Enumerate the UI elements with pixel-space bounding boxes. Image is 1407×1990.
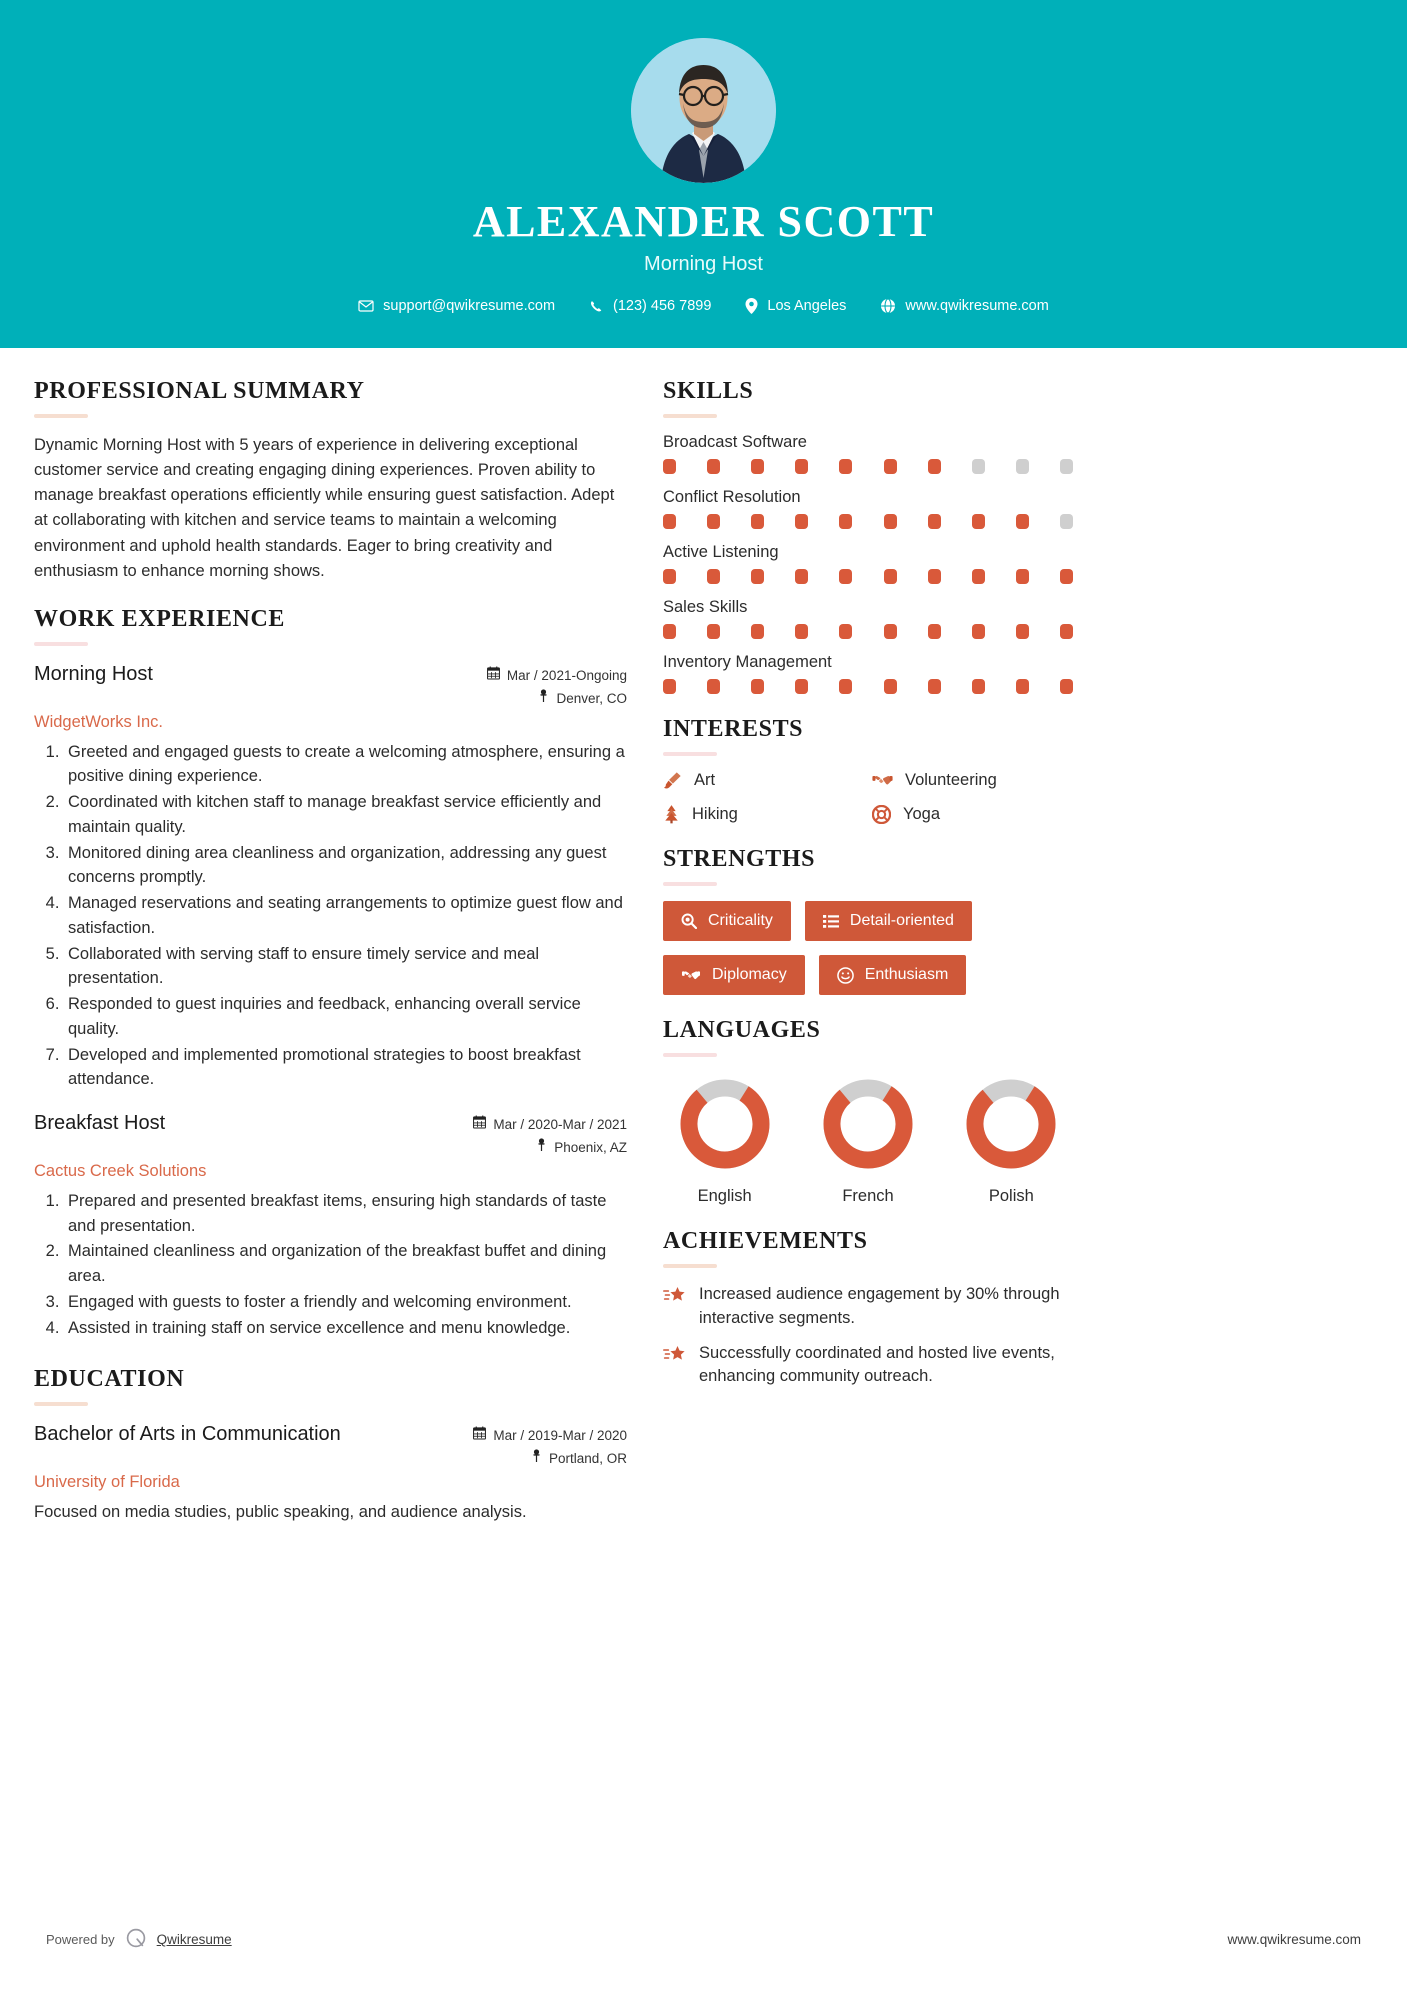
skill-rating xyxy=(663,514,1073,529)
skill-rating xyxy=(663,569,1073,584)
contact-email[interactable] xyxy=(341,298,572,314)
skill-dot xyxy=(972,459,985,474)
avatar xyxy=(631,38,776,183)
skill-dot xyxy=(795,514,808,529)
list-icon xyxy=(823,914,839,929)
language-donut-chart xyxy=(673,1163,777,1180)
skill-row xyxy=(663,488,1073,529)
language-item xyxy=(950,1072,1073,1206)
experience-dates: Mar / 2021-Ongoing xyxy=(506,667,627,683)
achievement-text: Increased audience engagement by 30% through interactive segments. xyxy=(699,1285,1060,1327)
powered-by-block xyxy=(46,1927,232,1952)
experience-dates-line xyxy=(473,1114,627,1137)
bullet-item: 4. Managed reservations and seating arrangements to optimize guest flow and satisfaction. xyxy=(64,891,627,941)
section-languages xyxy=(663,1017,1073,1206)
summary-heading: PROFESSIONAL SUMMARY xyxy=(34,378,365,405)
calendar-icon xyxy=(473,1114,486,1137)
resume-header xyxy=(0,0,1407,348)
strength-tag-criticality[interactable] xyxy=(663,901,791,941)
section-rule xyxy=(663,752,717,756)
skill-dot xyxy=(707,569,720,584)
bullet-item: 2. Coordinated with kitchen staff to manage breakfast service efficiently and maintain quality. xyxy=(64,790,627,840)
skill-dot xyxy=(928,569,941,584)
contact-website[interactable] xyxy=(863,298,1065,314)
globe-icon xyxy=(880,298,896,314)
contact-phone[interactable] xyxy=(572,298,728,314)
powered-by-label: Powered by xyxy=(46,1932,115,1947)
skill-dot xyxy=(972,679,985,694)
skill-dot xyxy=(839,679,852,694)
education-entry xyxy=(34,1421,627,1525)
skill-rating xyxy=(663,679,1073,694)
strengths-heading: STRENGTHS xyxy=(663,846,816,873)
section-professional-summary xyxy=(34,378,627,583)
skill-dot xyxy=(663,514,676,529)
education-school: University of Florida xyxy=(34,1473,180,1492)
contact-website-text: www.qwikresume.com xyxy=(905,298,1049,315)
skill-dot xyxy=(928,624,941,639)
section-rule xyxy=(663,1264,717,1268)
interests-heading: INTERESTS xyxy=(663,716,804,743)
section-rule xyxy=(663,882,717,886)
map-pin-icon xyxy=(531,1448,542,1471)
resume-body xyxy=(0,348,1407,1547)
map-pin-icon xyxy=(538,688,549,711)
section-achievements xyxy=(663,1228,1073,1389)
language-donut-chart xyxy=(959,1163,1063,1180)
skill-dot xyxy=(663,569,676,584)
experience-location-line xyxy=(487,688,627,711)
skill-dot xyxy=(795,679,808,694)
skill-row xyxy=(663,598,1073,639)
skills-heading: SKILLS xyxy=(663,378,754,405)
calendar-icon xyxy=(473,1425,486,1448)
skill-dot xyxy=(751,624,764,639)
shooting-star-icon xyxy=(663,1283,687,1311)
skill-name: Sales Skills xyxy=(663,598,748,617)
shooting-star-icon xyxy=(663,1342,687,1370)
skill-name: Active Listening xyxy=(663,543,779,562)
skill-name: Conflict Resolution xyxy=(663,488,801,507)
skill-dot xyxy=(1060,514,1073,529)
skill-dot xyxy=(795,624,808,639)
skill-dot xyxy=(707,679,720,694)
section-strengths xyxy=(663,846,1073,995)
skill-dot xyxy=(707,459,720,474)
skill-dot xyxy=(928,514,941,529)
calendar-icon xyxy=(487,665,500,688)
experience-role: Morning Host xyxy=(34,662,153,685)
education-description: Focused on media studies, public speaking, and audience analysis. xyxy=(34,1503,527,1522)
contact-email-text: support@qwikresume.com xyxy=(383,298,556,315)
footer-url: www.qwikresume.com xyxy=(1227,1932,1361,1947)
language-name: French xyxy=(842,1187,894,1206)
handshake-icon xyxy=(681,967,701,984)
strength-label: Diplomacy xyxy=(712,966,787,984)
page-footer xyxy=(0,1927,1407,1952)
experience-dates-line xyxy=(487,665,627,688)
phone-icon xyxy=(589,299,604,314)
bullet-item: 3. Monitored dining area cleanliness and organization, addressing any guest concerns promptly. xyxy=(64,841,627,891)
skill-dot xyxy=(707,514,720,529)
skill-dot xyxy=(751,679,764,694)
skill-dot xyxy=(839,569,852,584)
skill-dot xyxy=(972,514,985,529)
education-location-line xyxy=(473,1448,627,1471)
experience-location-line xyxy=(473,1137,627,1160)
achievement-item xyxy=(663,1283,1073,1330)
skill-dot xyxy=(884,514,897,529)
section-interests xyxy=(663,716,1073,824)
right-column xyxy=(663,378,1073,1411)
skill-dot xyxy=(839,459,852,474)
experience-dates: Mar / 2020-Mar / 2021 xyxy=(493,1117,627,1133)
experience-bullets xyxy=(64,740,627,1093)
job-title: Morning Host xyxy=(644,253,763,276)
experience-meta xyxy=(487,661,627,711)
skill-dot xyxy=(751,569,764,584)
skill-dot xyxy=(1016,514,1029,529)
skill-rating xyxy=(663,624,1073,639)
life-ring-icon xyxy=(872,805,891,824)
language-donut-chart xyxy=(816,1163,920,1180)
section-rule xyxy=(34,1402,88,1406)
skill-dot xyxy=(884,569,897,584)
education-dates: Mar / 2019-Mar / 2020 xyxy=(493,1428,627,1444)
section-rule xyxy=(663,414,717,418)
skill-dot xyxy=(1060,459,1073,474)
bullet-item: 3. Engaged with guests to foster a friendly and welcoming environment. xyxy=(64,1290,627,1315)
languages-list xyxy=(663,1072,1073,1206)
skill-dot xyxy=(1016,679,1029,694)
skill-dot xyxy=(707,624,720,639)
strength-label: Criticality xyxy=(708,912,773,930)
experience-entry xyxy=(34,1110,627,1340)
language-name: English xyxy=(697,1187,752,1206)
smiley-icon xyxy=(837,967,854,984)
achievement-item xyxy=(663,1342,1073,1389)
interest-label: Hiking xyxy=(692,804,738,823)
education-dates-line xyxy=(473,1425,627,1448)
bullet-item: 2. Maintained cleanliness and organization of the breakfast buffet and dining area. xyxy=(64,1239,627,1289)
skill-dot xyxy=(1060,569,1073,584)
interest-label: Art xyxy=(694,771,716,790)
skill-dot xyxy=(795,459,808,474)
skill-dot xyxy=(839,514,852,529)
skill-dot xyxy=(884,459,897,474)
skill-row xyxy=(663,433,1073,474)
experience-entry xyxy=(34,661,627,1092)
language-name: Polish xyxy=(988,1187,1034,1206)
experience-meta xyxy=(473,1110,627,1160)
language-item xyxy=(806,1072,929,1206)
skill-dot xyxy=(972,624,985,639)
experience-location: Denver, CO xyxy=(556,690,627,706)
section-rule xyxy=(663,1053,717,1057)
skill-dot xyxy=(928,459,941,474)
experience-heading: WORK EXPERIENCE xyxy=(34,605,286,632)
interest-item xyxy=(663,804,864,824)
interest-item xyxy=(872,804,1073,824)
interest-item xyxy=(872,771,1073,790)
map-pin-icon xyxy=(536,1137,547,1160)
contact-phone-text: (123) 456 7899 xyxy=(613,298,712,315)
interests-grid xyxy=(663,771,1073,824)
section-skills xyxy=(663,378,1073,694)
qwikresume-logo-icon xyxy=(125,1927,147,1952)
education-meta xyxy=(473,1421,627,1471)
interest-item xyxy=(663,771,864,790)
contact-location-text: Los Angeles xyxy=(767,298,847,315)
page-title: ALEXANDER SCOTT xyxy=(472,197,935,246)
skill-row xyxy=(663,543,1073,584)
search-icon xyxy=(681,913,697,929)
summary-text: Dynamic Morning Host with 5 years of experience in delivering exceptional customer service and creating engaging dining experiences. Proven ability to manage breakfast operations efficiently while ensuring guest satisfaction. Adept at collaborating with kitchen and service teams to maintain a welcoming environment and uphold health standards. Eager to bring creativity and enthusiasm to enhance morning shows. xyxy=(34,436,615,580)
section-education xyxy=(34,1366,627,1525)
achievements-heading: ACHIEVEMENTS xyxy=(663,1228,868,1255)
tree-icon xyxy=(663,804,680,824)
skill-rating xyxy=(663,459,1073,474)
interest-label: Yoga xyxy=(903,804,941,823)
achievement-text: Successfully coordinated and hosted live events, enhancing community outreach. xyxy=(699,1344,1055,1386)
skill-dot xyxy=(972,569,985,584)
strength-label: Enthusiasm xyxy=(864,966,949,984)
skill-name: Inventory Management xyxy=(663,653,832,672)
languages-heading: LANGUAGES xyxy=(663,1017,821,1044)
strength-tag-detail-oriented[interactable] xyxy=(805,901,972,941)
bullet-item: 4. Assisted in training staff on service excellence and menu knowledge. xyxy=(64,1316,627,1341)
section-work-experience xyxy=(34,606,627,1341)
experience-company: WidgetWorks Inc. xyxy=(34,712,163,731)
skill-dot xyxy=(751,459,764,474)
strength-tag-diplomacy[interactable] xyxy=(663,955,805,995)
skill-row xyxy=(663,653,1073,694)
left-column xyxy=(34,378,627,1547)
strength-label: Detail-oriented xyxy=(849,912,954,930)
bullet-item: 6. Responded to guest inquiries and feedback, enhancing overall service quality. xyxy=(64,992,627,1042)
skill-dot xyxy=(839,624,852,639)
education-location: Portland, OR xyxy=(548,1451,627,1467)
handshake-icon xyxy=(872,771,893,790)
qwikresume-link[interactable]: Qwikresume xyxy=(156,1932,232,1947)
bullet-item: 5. Collaborated with serving staff to ensure timely service and meal presentation. xyxy=(64,942,627,992)
section-rule xyxy=(34,414,88,418)
experience-location: Phoenix, AZ xyxy=(554,1139,627,1155)
strengths-list xyxy=(663,901,1073,995)
strength-tag-enthusiasm[interactable] xyxy=(819,955,967,995)
envelope-icon xyxy=(358,298,374,314)
education-heading: EDUCATION xyxy=(34,1366,185,1393)
skill-dot xyxy=(751,514,764,529)
skill-dot xyxy=(1016,459,1029,474)
experience-role: Breakfast Host xyxy=(34,1112,166,1135)
skill-name: Broadcast Software xyxy=(663,433,807,452)
bullet-item: 1. Prepared and presented breakfast items, ensuring high standards of taste and presentation. xyxy=(64,1189,627,1239)
skill-dot xyxy=(795,569,808,584)
avatar-photo xyxy=(631,38,776,183)
bullet-item: 7. Developed and implemented promotional strategies to boost breakfast attendance. xyxy=(64,1043,627,1093)
skill-dot xyxy=(884,679,897,694)
location-pin-icon xyxy=(745,298,758,314)
contact-row xyxy=(0,298,1407,314)
education-degree: Bachelor of Arts in Communication xyxy=(34,1423,341,1446)
skill-dot xyxy=(663,624,676,639)
skill-dot xyxy=(928,679,941,694)
interest-label: Volunteering xyxy=(905,771,997,790)
language-item xyxy=(663,1072,786,1206)
bullet-item: 1. Greeted and engaged guests to create a welcoming atmosphere, ensuring a positive dining experience. xyxy=(64,740,627,790)
skill-dot xyxy=(663,459,676,474)
experience-company: Cactus Creek Solutions xyxy=(34,1161,207,1180)
paint-brush-icon xyxy=(663,771,682,790)
skill-dot xyxy=(1016,624,1029,639)
skill-dot xyxy=(1016,569,1029,584)
skill-dot xyxy=(1060,679,1073,694)
skill-dot xyxy=(1060,624,1073,639)
contact-location xyxy=(728,298,863,314)
skill-dot xyxy=(663,679,676,694)
skill-dot xyxy=(884,624,897,639)
section-rule xyxy=(34,642,88,646)
experience-bullets xyxy=(64,1189,627,1341)
